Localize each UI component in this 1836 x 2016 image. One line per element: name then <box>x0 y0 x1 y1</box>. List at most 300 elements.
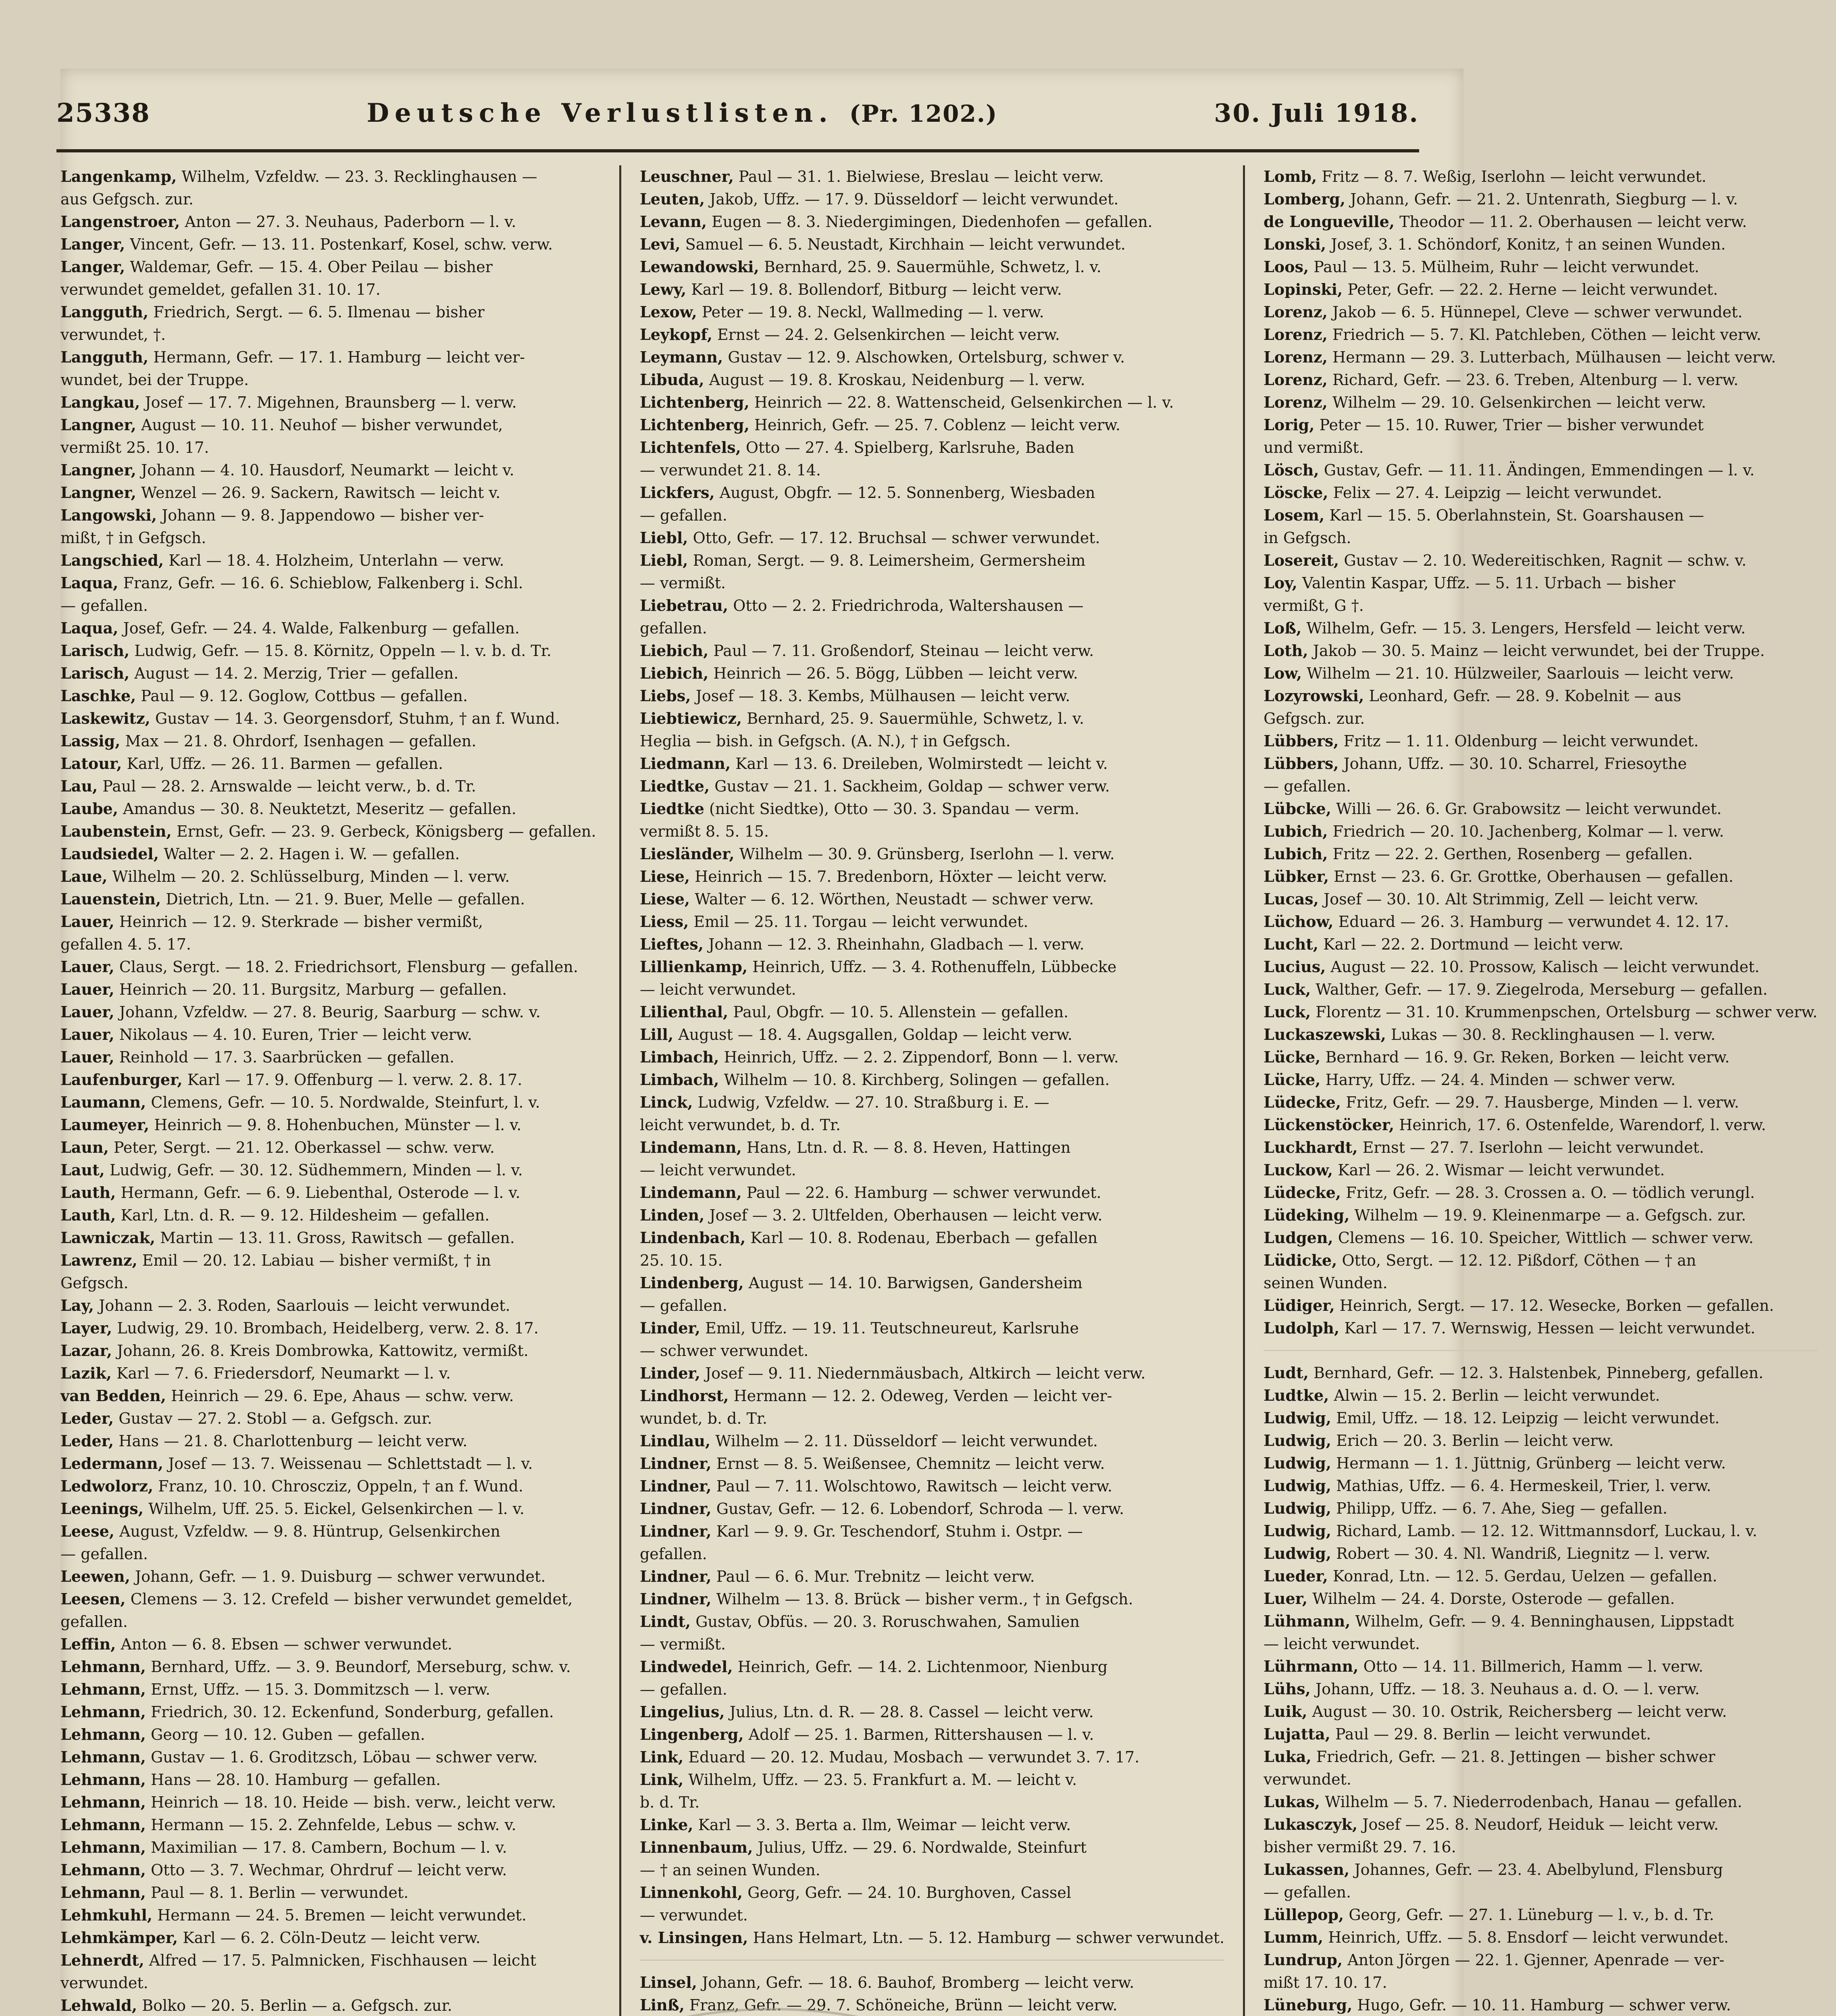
entry-surname: Lehmann, <box>60 1838 146 1856</box>
list-item <box>1264 1678 1817 1700</box>
entry-details: Wilhelm — 29. 10. Gelsenkirchen — leicht verw. <box>1332 394 1706 411</box>
entry-surname: Lehmkämper, <box>60 1929 178 1947</box>
entry-details: Paul, Obgfr. — 10. 5. Allenstein — gefallen. <box>733 1003 1069 1021</box>
entry-surname: Liebl, <box>639 551 688 569</box>
entry-details: Franz, Gefr. — 29. 7. Schöneiche, Brünn — leicht verw. <box>689 1996 1118 2014</box>
list-item <box>640 1723 1224 1746</box>
entry-surname: Lindner, <box>639 1590 712 1608</box>
entry-surname: Lukassen, <box>1264 1860 1350 1879</box>
list-item <box>640 1543 1224 1565</box>
entry-details: Wilhelm, Gefr. — 9. 4. Benninghausen, Lippstadt <box>1355 1612 1734 1630</box>
entry-surname: Layer, <box>60 1319 112 1337</box>
entry-details: Julius, Uffz. — 29. 6. Nordwalde, Steinfurt <box>758 1839 1087 1856</box>
entry-details: — verwundet. <box>639 1906 748 1924</box>
entry-details: Gustav — 2. 10. Wedereitischken, Ragnit — schw. v. <box>1344 552 1746 569</box>
entry-surname: Lundrup, <box>1264 1951 1343 1969</box>
entry-details: gefallen 4. 5. 17. <box>60 935 191 953</box>
entry-surname: Lehmann, <box>60 1703 146 1721</box>
list-item <box>60 1475 601 1497</box>
entry-details: Johann, 26. 8. Kreis Dombrowka, Kattowitz, vermißt. <box>117 1342 529 1360</box>
entry-details: Peter — 15. 10. Ruwer, Trier — bisher verwundet <box>1319 416 1704 434</box>
list-item <box>60 752 601 775</box>
list-item <box>1264 843 1817 865</box>
entry-surname: Lauer, <box>60 1003 114 1021</box>
list-item <box>60 1881 601 1904</box>
entry-details: verwundet, †. <box>60 326 166 344</box>
entry-details: Hans — 28. 10. Hamburg — gefallen. <box>150 1771 441 1789</box>
list-item <box>60 1272 601 1294</box>
entry-surname: Liebich, <box>639 664 709 682</box>
list-item <box>1264 1272 1817 1294</box>
entry-surname: Lehmann, <box>60 1725 146 1743</box>
entry-details: vermißt, G †. <box>1264 597 1364 614</box>
list-item <box>640 1317 1224 1339</box>
entry-details: Heinrich — 12. 9. Sterkrade — bisher vermißt, <box>119 913 483 931</box>
list-item <box>1264 256 1817 278</box>
entry-details: Josef, Gefr. — 24. 4. Walde, Falkenburg — gefallen. <box>123 619 520 637</box>
entry-surname: Lujatta, <box>1264 1725 1330 1743</box>
entry-details: Hermann — 29. 3. Lutterbach, Mülhausen — leicht verw. <box>1332 348 1776 366</box>
list-item <box>1264 1227 1817 1249</box>
entry-surname: Leuschner, <box>639 167 734 185</box>
entry-surname: Laumeyer, <box>60 1116 150 1134</box>
entry-details: Gustav — 27. 2. Stobl — a. Gefgsch. zur. <box>119 1410 432 1427</box>
list-item <box>60 662 601 685</box>
entry-surname: Luka, <box>1264 1747 1311 1766</box>
list-item <box>640 1768 1224 1791</box>
list-item <box>1264 1362 1817 1384</box>
entry-surname: Ledwolorz, <box>60 1477 154 1495</box>
entry-surname: Levann, <box>639 212 707 231</box>
list-item <box>60 1836 601 1859</box>
list-item <box>1264 346 1817 369</box>
list-item <box>1264 1587 1817 1610</box>
entry-details: und vermißt. <box>1264 439 1364 456</box>
entry-details: — gefallen. <box>60 1545 148 1563</box>
entry-surname: Lingelius, <box>639 1703 725 1721</box>
entry-details: Hans, Ltn. d. R. — 8. 8. Heven, Hattingen <box>746 1139 1071 1156</box>
entry-details: Heinrich, Uffz. — 5. 8. Ensdorf — leicht verwundet. <box>1328 1929 1729 1946</box>
entry-details: Karl — 19. 8. Bollendorf, Bitburg — leicht verw. <box>691 281 1062 298</box>
entry-surname: Latour, <box>60 754 122 773</box>
list-item <box>640 1339 1224 1362</box>
entry-details: Josef — 17. 7. Migehnen, Braunsberg — l. verw. <box>145 394 517 411</box>
list-item <box>640 1294 1224 1317</box>
list-item <box>1264 1836 1817 1858</box>
entry-surname: Larisch, <box>60 664 130 682</box>
entry-surname: Lorenz, <box>1264 325 1328 344</box>
list-item <box>1264 527 1817 549</box>
entry-surname: Laufenburger, <box>60 1070 183 1089</box>
entry-details: Josef, 3. 1. Schöndorf, Konitz, † an seinen Wunden. <box>1331 235 1726 253</box>
list-item <box>1264 820 1817 843</box>
entry-surname: Losem, <box>1264 506 1325 524</box>
entry-details: Otto, Gefr. — 17. 12. Bruchsal — schwer verwundet. <box>693 529 1100 547</box>
entry-details: Fritz, Gefr. — 28. 3. Crossen a. O. — tödlich verungl. <box>1346 1184 1755 1202</box>
entry-surname: Lauer, <box>60 912 114 931</box>
list-item <box>60 391 601 414</box>
entry-surname: Leykopf, <box>639 325 712 344</box>
entry-surname: Lüdeking, <box>1264 1206 1350 1224</box>
list-item <box>640 1971 1224 1994</box>
entry-details: Paul — 6. 6. Mur. Trebnitz — leicht verw. <box>716 1568 1035 1585</box>
list-item <box>640 1746 1224 1768</box>
list-item <box>1264 278 1817 301</box>
entry-details: Jakob — 6. 5. Hünnepel, Cleve — schwer verwundet. <box>1332 303 1743 321</box>
entry-details: Bernhard, Gefr. — 12. 3. Halstenbek, Pinneberg, gefallen. <box>1313 1364 1763 1382</box>
list-item <box>60 1068 601 1091</box>
entry-surname: Lösch, <box>1264 461 1319 479</box>
entry-details: Eugen — 8. 3. Niedergimingen, Diedenhofen — gefallen. <box>712 213 1153 231</box>
list-item <box>1264 1745 1817 1768</box>
list-item <box>60 1339 601 1362</box>
entry-surname: Leewen, <box>60 1567 130 1585</box>
list-item <box>1264 1046 1817 1068</box>
entry-details: Ernst — 24. 2. Gelsenkirchen — leicht verw. <box>717 326 1060 344</box>
entry-details: Otto — 14. 11. Billmerich, Hamm — l. verw. <box>1363 1658 1704 1675</box>
entry-surname: Loß, <box>1264 619 1302 637</box>
list-item <box>640 1159 1224 1181</box>
list-item <box>60 865 601 888</box>
list-item <box>1264 1633 1817 1655</box>
entry-details: Johann, Gefr. — 18. 6. Bauhof, Bromberg — leicht verw. <box>702 1974 1134 1991</box>
list-item <box>640 956 1224 978</box>
list-item <box>60 210 601 233</box>
entry-surname: Lingenberg, <box>639 1725 744 1743</box>
list-item <box>1264 459 1817 481</box>
entry-details: Wilhelm — 21. 10. Hülzweiler, Saarlouis — leicht verw. <box>1307 664 1734 682</box>
entry-surname: Langner, <box>60 461 136 479</box>
entry-details: Max — 21. 8. Ohrdorf, Isenhagen — gefallen. <box>125 732 477 750</box>
list-item <box>60 459 601 481</box>
entry-details: Karl — 9. 9. Gr. Teschendorf, Stuhm i. Ostpr. — <box>716 1522 1083 1540</box>
list-item <box>640 1272 1224 1294</box>
entry-details: — leicht verwundet. <box>639 1161 796 1179</box>
entry-surname: Lucius, <box>1264 958 1326 976</box>
list-item <box>640 527 1224 549</box>
list-item <box>1264 752 1817 775</box>
entry-details: — leicht verwundet. <box>1264 1635 1420 1653</box>
list-item <box>60 775 601 798</box>
entry-details: Friedrich, Sergt. — 6. 5. Ilmenau — bisher <box>153 303 485 321</box>
list-item <box>60 1362 601 1385</box>
entry-details: bisher vermißt 29. 7. 16. <box>1264 1838 1456 1856</box>
entry-details: Paul — 22. 6. Hamburg — schwer verwundet. <box>746 1184 1101 1202</box>
entry-surname: Lüdecke, <box>1264 1093 1341 1111</box>
entry-surname: van Bedden, <box>60 1387 167 1405</box>
list-item <box>640 1430 1224 1452</box>
list-item <box>640 459 1224 481</box>
list-item <box>1264 1317 1817 1339</box>
entry-details: Gustav — 1. 6. Groditzsch, Löbau — schwer verw. <box>150 1748 538 1766</box>
entry-details: Peter — 19. 8. Neckl, Wallmeding — l. verw. <box>702 303 1044 321</box>
entry-details: Amandus — 30. 8. Neuktetzt, Meseritz — gefallen. <box>123 800 516 818</box>
entry-details: Emil — 25. 11. Torgau — leicht verwundet. <box>693 913 1028 931</box>
entry-details: Florentz — 31. 10. Krummenpschen, Ortelsburg — schwer verw. <box>1316 1003 1817 1021</box>
entry-surname: Lorenz, <box>1264 303 1328 321</box>
entry-surname: Laut, <box>60 1161 105 1179</box>
entry-details: Wilhelm — 30. 9. Grünsberg, Iserlohn — l. verw. <box>739 845 1115 863</box>
list-item <box>60 1768 601 1791</box>
entry-surname: Loth, <box>1264 641 1308 660</box>
entry-surname: Lübcke, <box>1264 800 1331 818</box>
list-item <box>1264 707 1817 730</box>
entry-surname: Ludwig, <box>1264 1409 1332 1427</box>
list-item <box>60 504 601 527</box>
entry-details: Richard, Lamb. — 12. 12. Wittmannsdorf, Luckau, l. v. <box>1336 1522 1757 1540</box>
list-item <box>640 481 1224 504</box>
entry-surname: Ludt, <box>1264 1364 1309 1382</box>
entry-details: Karl — 18. 4. Holzheim, Unterlahn — verw. <box>169 552 504 569</box>
entry-surname: Libuda, <box>639 371 704 389</box>
list-item <box>1264 414 1817 436</box>
entry-surname: Luik, <box>1264 1702 1307 1720</box>
entry-details: Alfred — 17. 5. Palmnicken, Fischhausen — leicht <box>149 1951 537 1969</box>
entry-surname: Laqua, <box>60 619 119 637</box>
entry-details: Fritz — 22. 2. Gerthen, Rosenberg — gefallen. <box>1332 845 1693 863</box>
list-item <box>640 346 1224 369</box>
entry-surname: Lübker, <box>1264 867 1329 885</box>
entry-details: Georg, Gefr. — 24. 10. Burghoven, Cassel <box>747 1884 1071 1901</box>
list-item <box>60 1972 601 1994</box>
list-item <box>1264 1949 1817 1971</box>
entry-details: — gefallen. <box>1264 1883 1351 1901</box>
list-item <box>640 865 1224 888</box>
entry-surname: Langner, <box>60 416 136 434</box>
entry-details: Wilhelm — 5. 7. Niederrodenbach, Hanau — gefallen. <box>1325 1793 1742 1811</box>
entry-surname: Lauer, <box>60 1025 114 1043</box>
entry-surname: Liebl, <box>639 529 688 547</box>
entry-details: seinen Wunden. <box>1264 1274 1388 1292</box>
entry-details: verwundet. <box>60 1974 148 1992</box>
entry-details: Konrad, Ltn. — 12. 5. Gerdau, Uelzen — gefallen. <box>1333 1567 1717 1585</box>
list-item <box>1264 391 1817 414</box>
list-item <box>60 1181 601 1204</box>
list-item <box>1264 1452 1817 1475</box>
list-item <box>60 1949 601 1972</box>
entry-surname: Lücke, <box>1264 1048 1321 1066</box>
entry-surname: Leese, <box>60 1522 114 1540</box>
entry-details: — † an seinen Wunden. <box>639 1861 820 1879</box>
entry-details: Hermann, Gefr. — 17. 1. Hamburg — leicht ver- <box>153 348 525 366</box>
entry-surname: Lücke, <box>1264 1070 1321 1089</box>
entry-details: b. d. Tr. <box>639 1793 700 1811</box>
entry-details: Franz, Gefr. — 16. 6. Schieblow, Falkenberg i. Schl. <box>123 574 523 592</box>
entry-details: Josef — 13. 7. Weissenau — Schlettstadt — l. v. <box>168 1455 533 1472</box>
list-item <box>1264 1723 1817 1745</box>
entry-details: Otto — 27. 4. Spielberg, Karlsruhe, Baden <box>745 439 1074 456</box>
list-item <box>640 617 1224 639</box>
entry-details: Gustav, Gefr. — 11. 11. Ändingen, Emmendingen — l. v. <box>1324 461 1755 479</box>
list-item <box>60 1407 601 1430</box>
entry-surname: Lüdiger, <box>1264 1296 1335 1314</box>
entry-details: Friedrich, 30. 12. Eckenfund, Sonderburg, gefallen. <box>150 1703 554 1721</box>
entry-surname: Laube, <box>60 800 118 818</box>
entry-surname: Lauer, <box>60 1048 114 1066</box>
entry-details: Karl — 22. 2. Dortmund — leicht verw. <box>1323 935 1624 953</box>
entry-details: Emil, Uffz. — 18. 12. Leipzig — leicht verwundet. <box>1336 1409 1720 1427</box>
list-item <box>1264 956 1817 978</box>
entry-details: Heinrich, Gefr. — 25. 7. Coblenz — leicht verw. <box>754 416 1121 434</box>
entry-details: Fritz — 1. 11. Oldenburg — leicht verwundet. <box>1343 732 1699 750</box>
entry-details: August, Obgfr. — 12. 5. Sonnenberg, Wiesbaden <box>719 484 1095 502</box>
list-item <box>60 1565 601 1588</box>
entry-details: Wilhelm — 10. 8. Kirchberg, Solingen — gefallen. <box>724 1071 1110 1089</box>
entry-surname: Lichtenberg, <box>639 393 749 411</box>
list-item <box>1264 1475 1817 1497</box>
issue-number: (Pr. 1202.) <box>849 100 998 127</box>
entry-details: Walther, Gefr. — 17. 9. Ziegelroda, Merseburg — gefallen. <box>1316 981 1768 998</box>
entry-surname: Linden, <box>639 1206 705 1224</box>
entry-details: Leonhard, Gefr. — 28. 9. Kobelnit — aus <box>1369 687 1682 705</box>
list-item <box>1264 662 1817 685</box>
entry-surname: Ludwig, <box>1264 1477 1332 1495</box>
entry-details: Georg — 10. 12. Guben — gefallen. <box>150 1726 425 1743</box>
entry-details: Paul — 13. 5. Mülheim, Ruhr — leicht verwundet. <box>1314 258 1699 276</box>
entry-details: — gefallen. <box>639 506 727 524</box>
entry-details: Samuel — 6. 5. Neustadt, Kirchhain — leicht verwundet. <box>685 235 1126 253</box>
list-item <box>1264 1204 1817 1227</box>
list-item <box>60 369 601 391</box>
entry-details: Gustav — 21. 1. Sackheim, Goldap — schwer verw. <box>714 777 1110 795</box>
entry-details: Erich — 20. 3. Berlin — leicht verw. <box>1336 1432 1614 1450</box>
entry-details: Heinrich — 9. 8. Hohenbuchen, Münster — l. v. <box>154 1116 522 1134</box>
list-item <box>1264 1068 1817 1091</box>
entry-surname: Liese, <box>639 890 690 908</box>
entry-details: Harry, Uffz. — 24. 4. Minden — schwer verw. <box>1325 1071 1676 1089</box>
list-item <box>1264 1858 1817 1881</box>
entry-surname: Luck, <box>1264 1003 1311 1021</box>
entry-surname: Linß, <box>639 1996 685 2014</box>
entry-surname: Lawrenz, <box>60 1251 137 1269</box>
entry-details: Gefgsch. zur. <box>1264 710 1365 727</box>
page-number: 25338 <box>56 98 150 128</box>
entry-surname: Laschke, <box>60 687 136 705</box>
list-item <box>60 639 601 662</box>
list-item <box>1264 188 1817 210</box>
list-item <box>60 910 601 933</box>
entry-surname: Leder, <box>60 1409 114 1427</box>
list-item <box>60 527 601 549</box>
list-item <box>60 436 601 459</box>
list-item <box>1264 301 1817 323</box>
entry-details: Johann — 4. 10. Hausdorf, Neumarkt — leicht v. <box>141 461 514 479</box>
entry-surname: Lonski, <box>1264 235 1326 253</box>
title-group <box>366 98 997 128</box>
entry-details: Alwin — 15. 2. Berlin — leicht verwundet. <box>1334 1387 1660 1404</box>
entry-surname: Lüneburg, <box>1264 1996 1353 2014</box>
entry-details: — gefallen. <box>1264 777 1351 795</box>
entry-surname: Lozyrowski, <box>1264 687 1364 705</box>
list-item <box>60 414 601 436</box>
entry-surname: Lindt, <box>639 1612 691 1631</box>
entry-details: Willi — 26. 6. Gr. Grabowsitz — leicht verwundet. <box>1336 800 1722 818</box>
list-item <box>1264 549 1817 572</box>
list-item <box>1264 1520 1817 1542</box>
list-item <box>60 1317 601 1339</box>
list-item <box>60 594 601 617</box>
entry-details: Mathias, Uffz. — 6. 4. Hermeskeil, Trier, l. verw. <box>1336 1477 1711 1495</box>
entry-surname: Liese, <box>639 867 690 885</box>
entry-surname: Ludwig, <box>1264 1454 1332 1472</box>
list-item <box>1264 594 1817 617</box>
list-item <box>60 1678 601 1701</box>
entry-surname: Lehmkuhl, <box>60 1906 152 1924</box>
list-item <box>1264 1971 1817 1994</box>
entry-details: August — 14. 2. Merzig, Trier — gefallen. <box>134 664 459 682</box>
entry-details: Hans Helmart, Ltn. — 5. 12. Hamburg — schwer verwundet. <box>753 1929 1225 1947</box>
entry-surname: Lubich, <box>1264 845 1328 863</box>
entry-details: Karl — 17. 7. Wernswig, Hessen — leicht verwundet. <box>1344 1319 1755 1337</box>
list-item <box>640 1633 1224 1656</box>
entry-surname: Lickfers, <box>639 483 715 502</box>
entry-surname: Linck, <box>639 1093 693 1111</box>
list-item <box>60 188 601 210</box>
list-item <box>60 1294 601 1317</box>
entry-surname: Lüdecke, <box>1264 1183 1341 1202</box>
entry-details: Heinrich, Gefr. — 14. 2. Lichtenmoor, Nienburg <box>737 1658 1108 1676</box>
list-item <box>60 888 601 910</box>
entry-details: Gustav, Gefr. — 12. 6. Lobendorf, Schroda — l. verw. <box>716 1500 1124 1518</box>
list-item <box>1264 572 1817 594</box>
entry-details: Karl — 15. 5. Oberlahnstein, St. Goarshausen — <box>1329 506 1704 524</box>
entry-surname: Lindner, <box>639 1522 712 1540</box>
list-item <box>1264 639 1817 662</box>
list-item <box>640 1701 1224 1723</box>
entry-details: Johann, Vzfeldw. — 27. 8. Beurig, Saarburg — schw. v. <box>119 1003 541 1021</box>
entry-details: (nicht Siedtke), Otto — 30. 3. Spandau — verm. <box>709 800 1080 818</box>
entry-surname: Ludwig, <box>1264 1544 1332 1562</box>
list-item <box>1264 1610 1817 1633</box>
entry-details: Heinrich — 18. 10. Heide — bish. verw., leicht verw. <box>150 1793 556 1811</box>
list-item <box>1264 1384 1817 1407</box>
list-item <box>640 1204 1224 1227</box>
column-3 <box>1245 165 1836 2016</box>
entry-details: Clemens — 16. 10. Speicher, Wittlich — schwer verw. <box>1338 1229 1754 1247</box>
entry-details: Wilhelm — 2. 11. Düsseldorf — leicht verwundet. <box>715 1432 1098 1450</box>
list-item <box>640 1001 1224 1023</box>
entry-surname: Lindemann, <box>639 1183 742 1202</box>
list-item <box>640 1565 1224 1588</box>
entry-surname: Lewy, <box>639 280 687 298</box>
entry-details: wundet, bei der Truppe. <box>60 371 249 389</box>
entry-details: Wilhelm, Uff. 25. 5. Eickel, Gelsenkirchen — l. v. <box>148 1500 525 1518</box>
entry-surname: Liesländer, <box>639 845 735 863</box>
entry-surname: Ludolph, <box>1264 1319 1340 1337</box>
list-item <box>1264 369 1817 391</box>
list-item <box>640 1475 1224 1497</box>
list-item <box>1264 436 1817 459</box>
entry-details: Anton Jörgen — 22. 1. Gjenner, Apenrade — ver- <box>1347 1951 1725 1969</box>
entry-details: Paul — 7. 11. Wolschtowo, Rawitsch — leicht verw. <box>716 1477 1112 1495</box>
illegible-line <box>1264 1339 1817 1362</box>
entry-details: gefallen. <box>60 1613 128 1631</box>
entry-details: Reinhold — 17. 3. Saarbrücken — gefallen. <box>119 1048 455 1066</box>
entry-surname: Langner, <box>60 483 136 502</box>
entry-details: Heinrich, Sergt. — 17. 12. Wesecke, Borken — gefallen. <box>1339 1297 1774 1314</box>
entry-details: Peter, Gefr. — 22. 2. Herne — leicht verwundet. <box>1347 281 1718 298</box>
entry-details: Ludwig, Gefr. — 15. 8. Körnitz, Oppeln — l. v. b. d. Tr. <box>134 642 552 660</box>
entry-surname: Lexow, <box>639 303 697 321</box>
entry-surname: Lübbers, <box>1264 754 1339 773</box>
list-item <box>640 1407 1224 1430</box>
list-item <box>60 1046 601 1068</box>
entry-surname: Lindemann, <box>639 1138 742 1156</box>
entry-details: Emil, Uffz. — 19. 11. Teutschneureut, Karlsruhe <box>705 1319 1079 1337</box>
entry-details: Heinrich — 29. 6. Epe, Ahaus — schw. verw. <box>171 1387 514 1405</box>
entry-details: — gefallen. <box>60 597 148 614</box>
list-item <box>640 256 1224 278</box>
